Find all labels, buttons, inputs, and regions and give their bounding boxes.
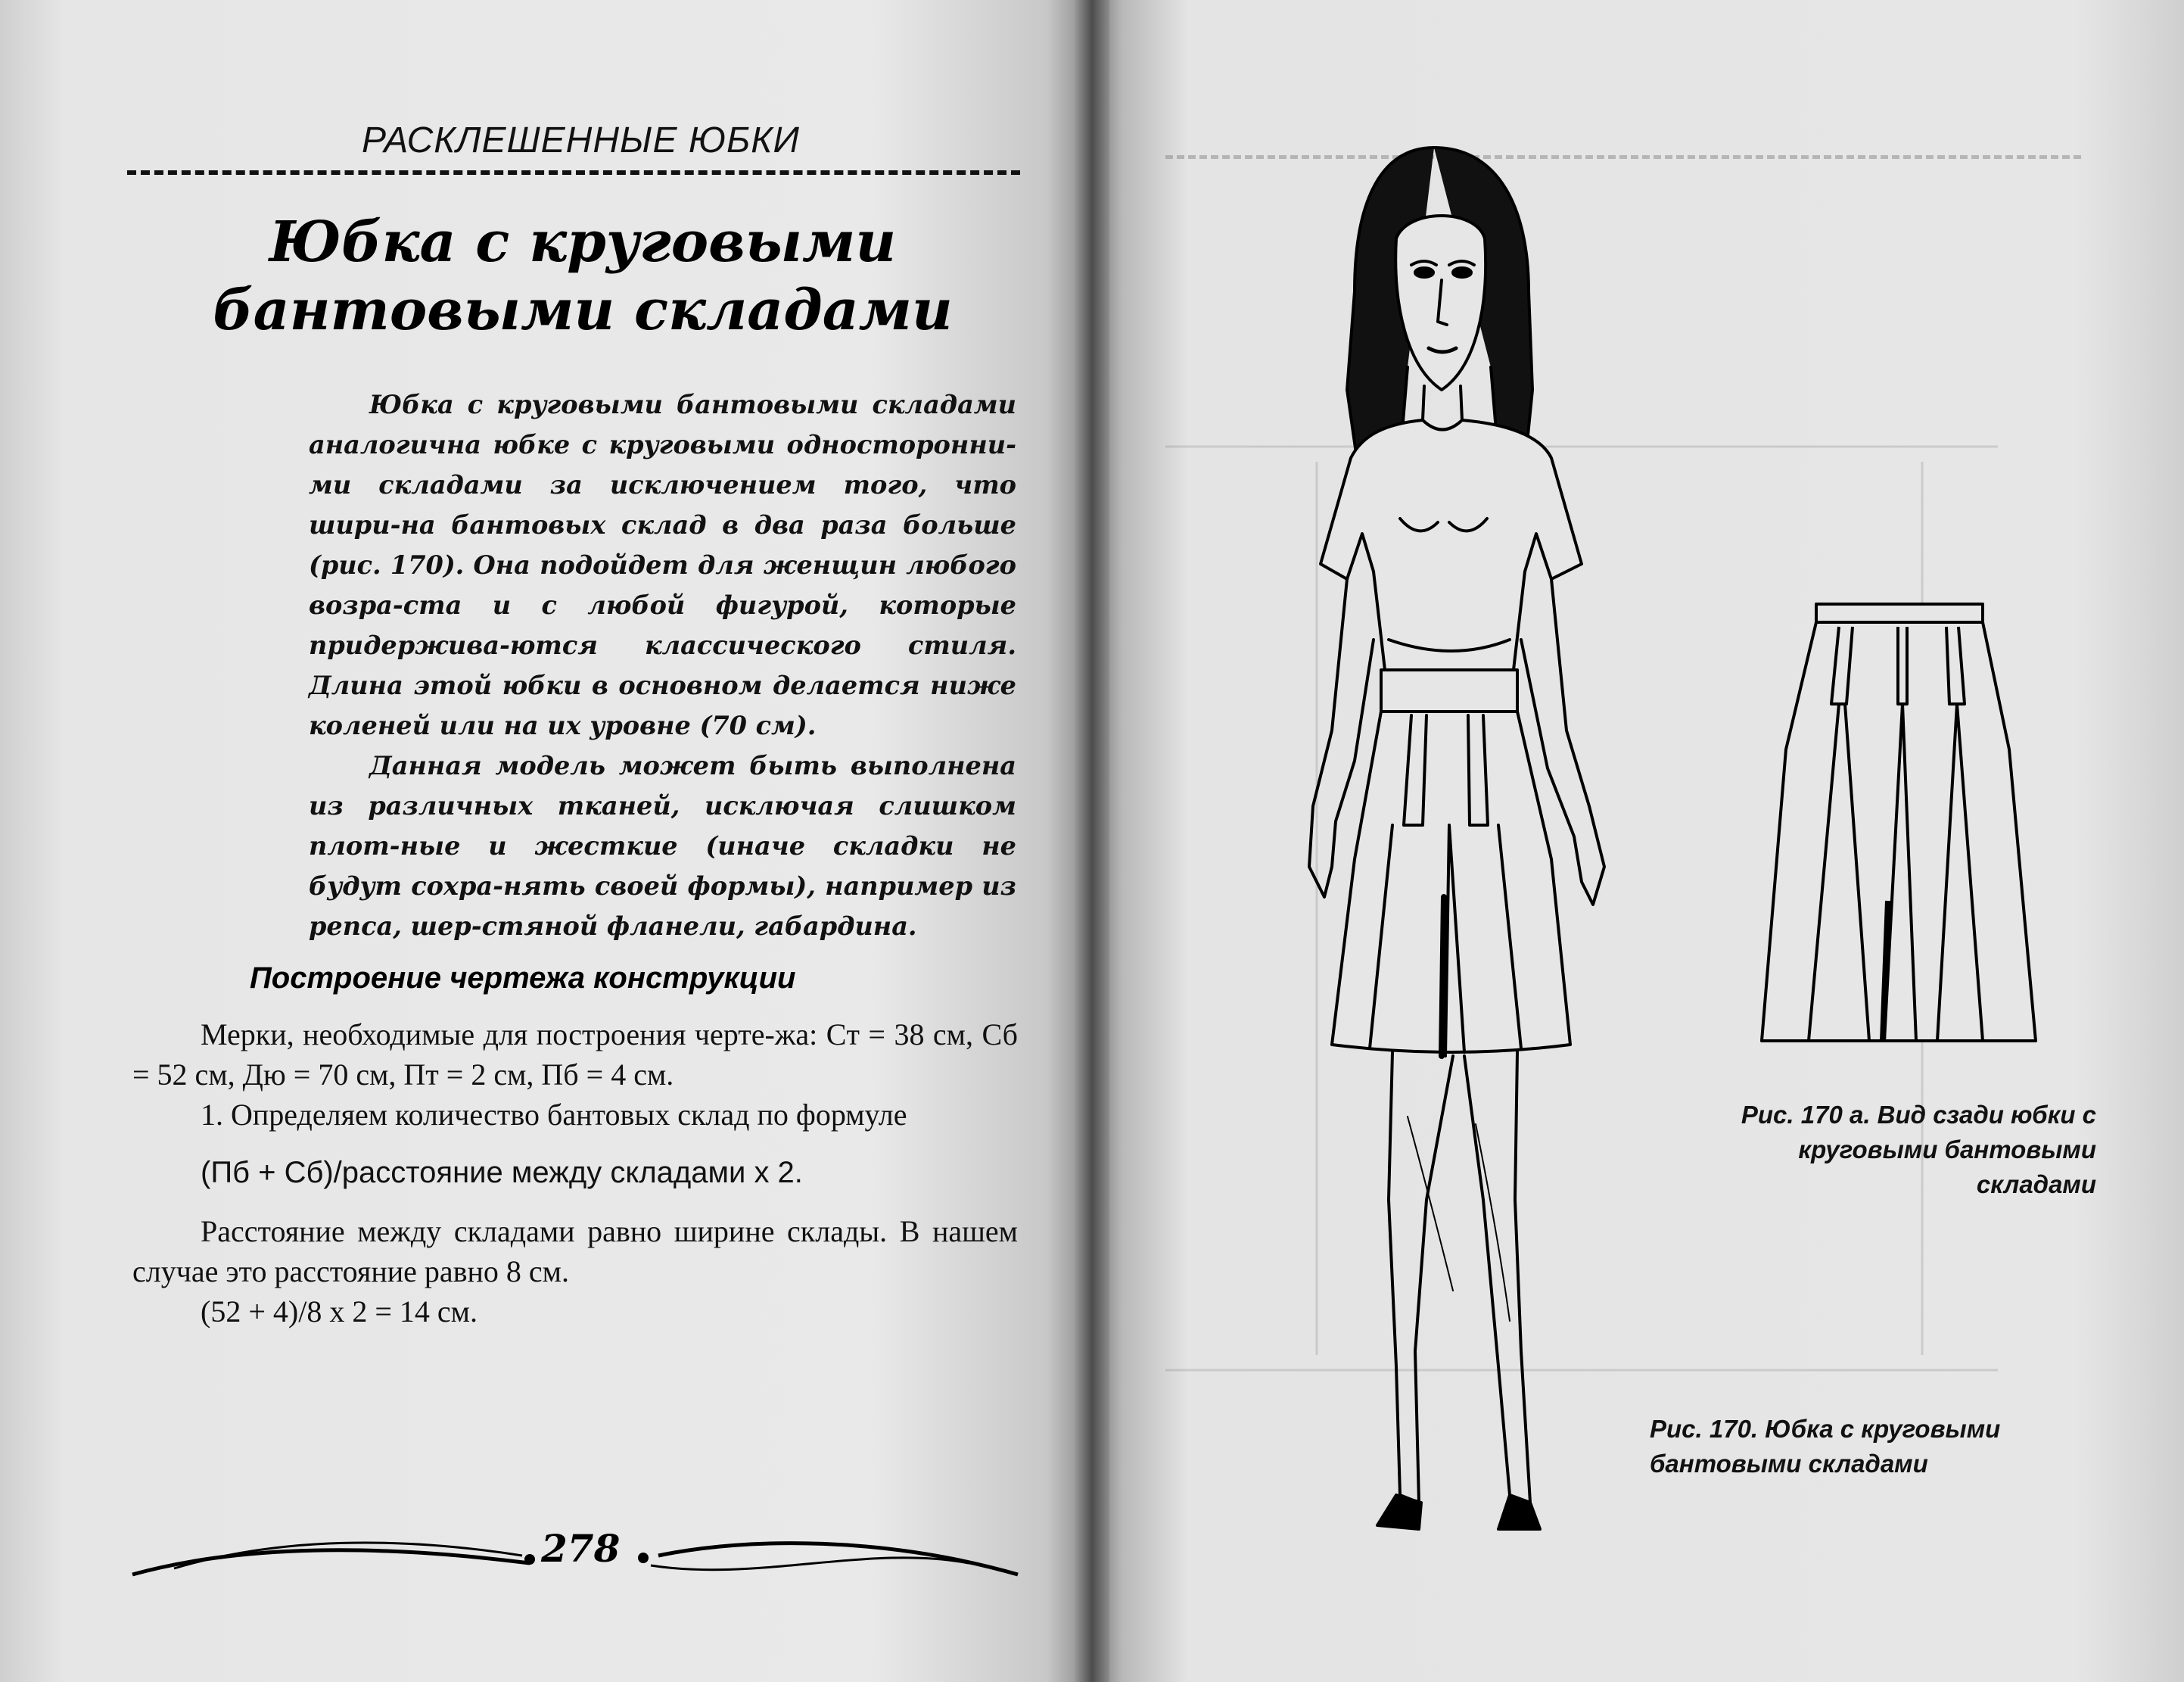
running-head: РАСКЛЕШЕННЫЕ ЮБКИ xyxy=(362,120,800,160)
distance-paragraph: Расстояние между складами равно ширине склады. В нашем случае это расстояние равно 8 см. xyxy=(132,1214,1018,1288)
figure-170-caption: Рис. 170. Юбка с круговыми бантовыми складами xyxy=(1650,1415,2001,1478)
calculation-line: (52 + 4)/8 х 2 = 14 см. xyxy=(201,1294,478,1328)
figure-170-illustration xyxy=(1249,140,1718,1563)
page-number: 278 xyxy=(541,1526,621,1571)
title-line-2: бантовыми складами xyxy=(213,278,953,343)
formula-line: (Пб + Сб)/расстояние между складами х 2. xyxy=(201,1156,803,1189)
measures-paragraph: Мерки, необходимые для построения черте-жа: Cт = 38 см, Сб = 52 см, Дю = 70 см, Пт = 2 см, Пб = 4 см. xyxy=(132,1017,1018,1092)
title-line-1: Юбка с круговыми xyxy=(269,210,897,275)
page-title xyxy=(204,208,961,344)
figure-170a-caption: Рис. 170 а. Вид сзади юбки с круговыми бантовыми складами xyxy=(1741,1101,2096,1198)
header-rule xyxy=(127,170,1020,175)
intro-text xyxy=(309,385,1016,946)
intro-paragraph-2: Данная модель может быть выполнена из различных тканей, исключая слишком плот-ные и жесткие (иначе складки не будут сохра-нять своей формы), например из репса, шер-стяной фланели, габардина. xyxy=(309,751,1016,941)
page-footer xyxy=(129,1514,1022,1597)
section-subheading: Построение чертежа конструкции xyxy=(250,961,796,995)
step1-paragraph: 1. Определяем количество бантовых склад по формуле xyxy=(201,1098,907,1132)
book-gutter xyxy=(1075,0,1109,1682)
intro-paragraph-1: Юбка с круговыми бантовыми складами аналогична юбке с круговыми односторонни-ми складами за исключением того, что шири-на бантовых склад в два раза больше (рис. 170). Она подойдет для женщин любого возра-ста и с любой фигурой, которые придержива-ются классического стиля. Длина этой юбки в основном делается ниже коленей или на их уровне (70 см). xyxy=(309,390,1016,740)
body-text xyxy=(132,1014,1018,1332)
figure-170a-skirt-back xyxy=(1756,598,2043,1052)
